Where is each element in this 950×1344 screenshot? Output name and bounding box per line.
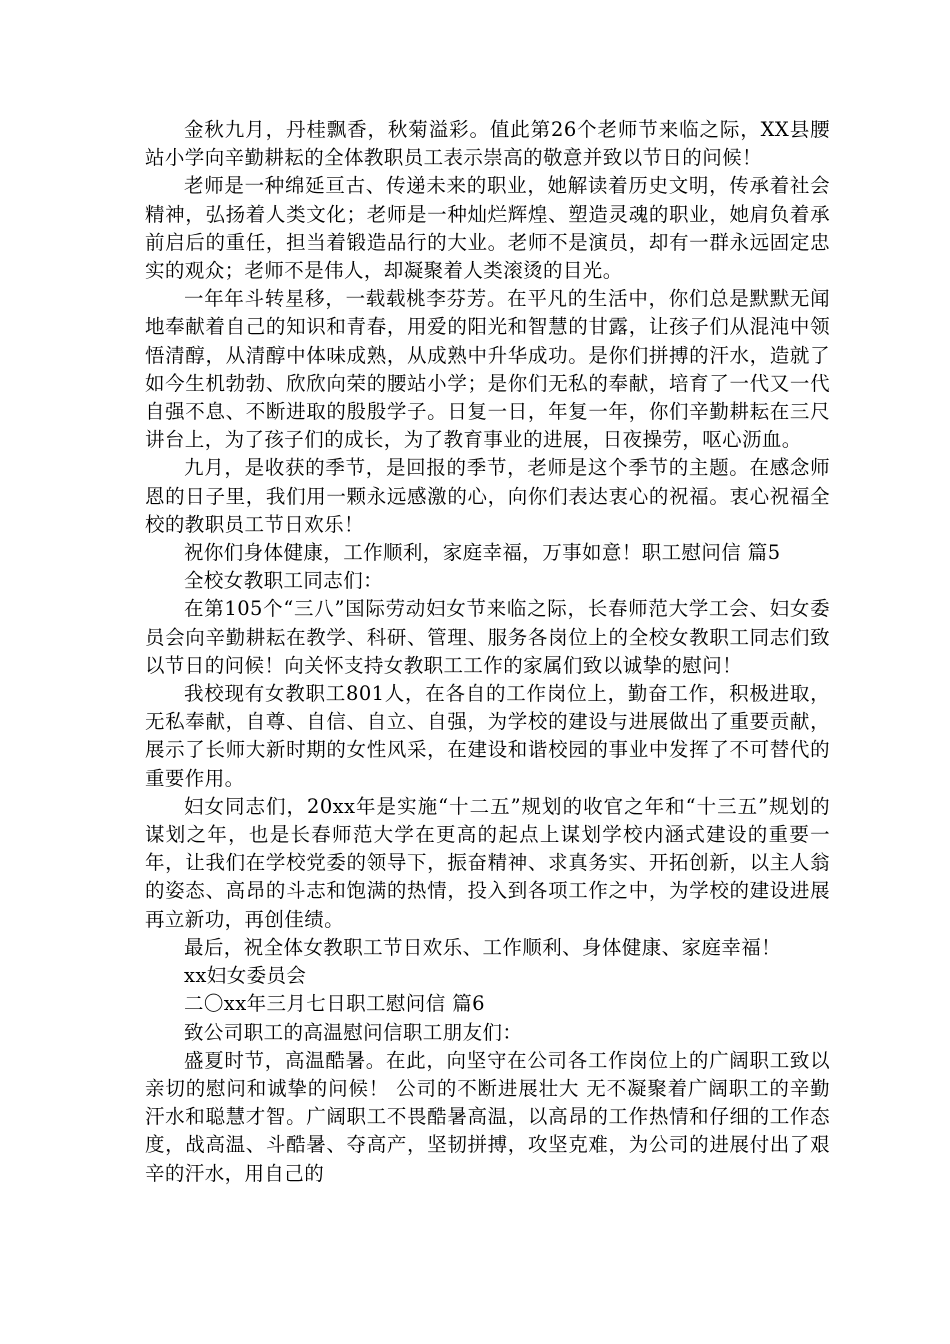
paragraph-wishes-section-5: 祝你们身体健康，工作顺利，家庭幸福，万事如意！职工慰问信 篇5 [184, 541, 781, 565]
paragraph-salutation-heat-letter: 致公司职工的高温慰问信职工朋友们： [184, 1020, 523, 1044]
paragraph-five-year-plan: 妇女同志们，20xx年是实施“十二五”规划的收官之年和“十三五”规划的谋划之年，也是长春师范大学在更高的起点上谋划学校内涵式建设的重要一年，让我们在学校党委的领导下，振奋精神、求真务实、开拓创新，以主人翁的姿态、高昂的斗志和饱满的热情，投入到各项工作之中，为学校的建设进展再立新功，再创佳绩。 [145, 794, 830, 931]
paragraph-salutation-women-staff: 全校女教职工同志们： [184, 569, 384, 593]
paragraph-summer-greeting: 盛夏时节，高温酷暑。在此，向坚守在公司各工作岗位上的广阔职工致以亲切的慰问和诚挚的问候！ 公司的不断进展壮大 无不凝聚着广阔职工的辛勤汗水和聪慧才智。广阔职工不畏酷暑高温，以高昂的工作热情和仔细的工作态度，战高温、斗酷暑、夺高产，坚韧拼搏，攻坚克难，为公司的进展付出了艰辛的汗水，用自己的 [145, 1048, 830, 1185]
paragraph-dedication: 一年年斗转星移，一载载桃李芬芳。在平凡的生活中，你们总是默默无闻地奉献着自己的知识和青春，用爱的阳光和智慧的甘露，让孩子们从混沌中领悟清醇，从清醇中体味成熟，从成熟中升华成功。是你们拼搏的汗水，造就了如今生机勃勃、欣欣向荣的腰站小学；是你们无私的奉献，培育了一代又一代自强不息、不断进取的殷殷学子。日复一日，年复一年，你们辛勤耕耘在三尺讲台上，为了孩子们的成长，为了教育事业的进展，日夜操劳，呕心沥血。 [145, 287, 830, 452]
document-body [145, 116, 830, 1188]
paragraph-womens-day-greeting: 在第105个“三八”国际劳动妇女节来临之际，长春师范大学工会、妇女委员会向辛勤耕耘在教学、科研、管理、服务各岗位上的全校女教职工同志们致以节日的问候！向关怀支持女教职工工作的家属们致以诚挚的慰问！ [145, 597, 830, 677]
signature-date-section-6: 二〇xx年三月七日职工慰问信 篇6 [184, 992, 485, 1016]
paragraph-september-blessing: 九月，是收获的季节，是回报的季节，老师是这个季节的主题。在感念师恩的日子里，我们用一颗永远感激的心，向你们表达衷心的祝福。衷心祝福全校的教职员工节日欢乐！ [145, 456, 830, 536]
paragraph-final-wishes: 最后，祝全体女教职工节日欢乐、工作顺利、身体健康、家庭幸福！ [184, 935, 782, 959]
paragraph-women-staff-contribution: 我校现有女教职工801人，在各自的工作岗位上，勤奋工作，积极进取，无私奉献，自尊、自信、自立、自强，为学校的建设与进展做出了重要贡献，展示了长师大新时期的女性风采，在建设和谐校园的事业中发挥了不可替代的重要作用。 [145, 682, 830, 790]
paragraph-teachers-day-greeting: 金秋九月，丹桂飘香，秋菊溢彩。值此第26个老师节来临之际，XX县腰站小学向辛勤耕耘的全体教职员工表示崇高的敬意并致以节日的问候！ [145, 118, 830, 170]
signature-committee: xx妇女委员会 [184, 964, 307, 988]
paragraph-teacher-profession: 老师是一种绵延亘古、传递未来的职业，她解读着历史文明，传承着社会精神，弘扬着人类文化；老师是一种灿烂辉煌、塑造灵魂的职业，她肩负着承前启后的重任，担当着锻造品行的大业。老师不是演员，却有一群永远固定忠实的观众；老师不是伟人，却凝聚着人类滚烫的目光。 [145, 174, 830, 283]
